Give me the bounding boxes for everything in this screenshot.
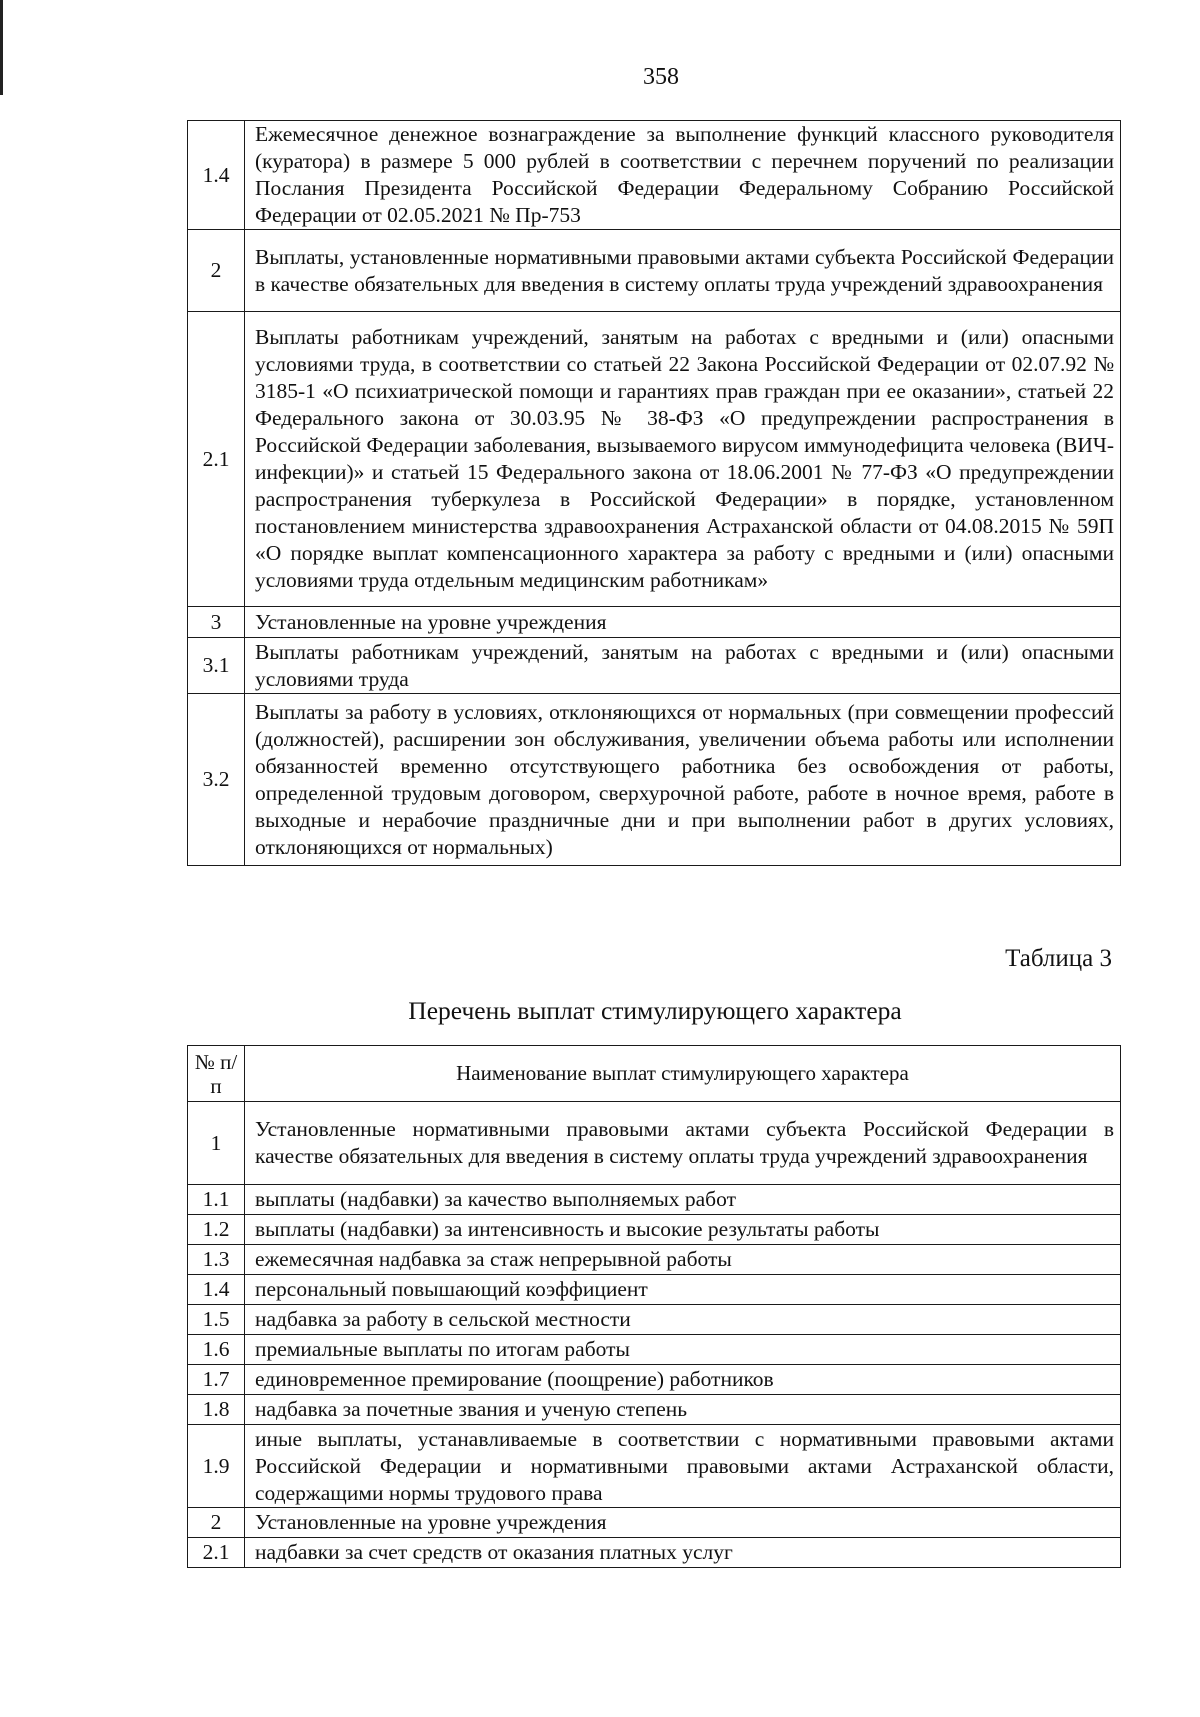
row-number: 1.9 bbox=[188, 1425, 245, 1508]
table-row bbox=[188, 1305, 1121, 1335]
header-number: № п/п bbox=[188, 1046, 245, 1102]
row-number: 2.1 bbox=[188, 1538, 245, 1568]
row-number: 1.7 bbox=[188, 1365, 245, 1395]
scan-edge-mark bbox=[0, 0, 3, 95]
row-number: 1 bbox=[188, 1102, 245, 1185]
row-number: 1.4 bbox=[188, 1275, 245, 1305]
row-text: Выплаты работникам учреждений, занятым на работах с вредными и (или) опасными условиями труда, в соответствии со статьей 22 Закона Российской Федерации от 02.07.92 № 3185-1 «О психиатрической помощи и гарантиях прав граждан при ее оказании», статьей 22 Федерального закона от 30.03.95 № 38-ФЗ «О предупреждении распространения в Российской Федерации заболевания, вызываемого вирусом иммунодефицита человека (ВИЧ-инфекции)» и статьей 15 Федерального закона от 18.06.2001 № 77-ФЗ «О предупреждении распространения туберкулеза в Российской Федерации» в порядке, установленном постановлением министерства здравоохранения Астраханской области от 04.08.2015 № 59П «О порядке выплат компенсационного характера за работу с вредными и (или) опасными условиями труда отдельным медицинским работникам» bbox=[245, 312, 1121, 607]
table-compensation-payments bbox=[187, 120, 1121, 866]
row-text: выплаты (надбавки) за качество выполняемых работ bbox=[245, 1185, 1121, 1215]
page-number: 358 bbox=[643, 64, 679, 90]
row-text: ежемесячная надбавка за стаж непрерывной работы bbox=[245, 1245, 1121, 1275]
row-text: надбавка за работу в сельской местности bbox=[245, 1305, 1121, 1335]
table-row bbox=[188, 1102, 1121, 1185]
table-row bbox=[188, 230, 1121, 312]
table-row bbox=[188, 1215, 1121, 1245]
table-header-row bbox=[188, 1046, 1121, 1102]
row-number: 1.3 bbox=[188, 1245, 245, 1275]
table-row bbox=[188, 1245, 1121, 1275]
row-number: 2 bbox=[188, 1508, 245, 1538]
table-row bbox=[188, 1508, 1121, 1538]
row-number: 1.2 bbox=[188, 1215, 245, 1245]
table-row bbox=[188, 1365, 1121, 1395]
row-number: 1.8 bbox=[188, 1395, 245, 1425]
row-number: 3.2 bbox=[188, 694, 245, 866]
row-text: иные выплаты, устанавливаемые в соответствии с нормативными правовыми актами Российской Федерации и нормативными правовыми актами Астраханской области, содержащими нормы трудового права bbox=[245, 1425, 1121, 1508]
table-row bbox=[188, 1425, 1121, 1508]
table-row bbox=[188, 638, 1121, 694]
row-text: выплаты (надбавки) за интенсивность и высокие результаты работы bbox=[245, 1215, 1121, 1245]
table-incentive-payments bbox=[187, 1045, 1121, 1568]
row-number: 1.4 bbox=[188, 121, 245, 230]
row-text: Установленные на уровне учреждения bbox=[245, 607, 1121, 638]
table-row bbox=[188, 1275, 1121, 1305]
table-row bbox=[188, 1335, 1121, 1365]
row-text: единовременное премирование (поощрение) работников bbox=[245, 1365, 1121, 1395]
row-text: премиальные выплаты по итогам работы bbox=[245, 1335, 1121, 1365]
table-row bbox=[188, 312, 1121, 607]
row-text: Выплаты за работу в условиях, отклоняющихся от нормальных (при совмещении профессий (должностей), расширении зон обслуживания, увеличении объема работы или исполнении обязанностей временно отсутствующего работника без освобождения от работы, определенной трудовым договором, сверхурочной работе, работе в ночное время, работе в выходные и нерабочие праздничные дни и при выполнении работ в других условиях, отклоняющихся от нормальных) bbox=[245, 694, 1121, 866]
table-row bbox=[188, 607, 1121, 638]
row-number: 1.6 bbox=[188, 1335, 245, 1365]
row-text: Установленные нормативными правовыми актами субъекта Российской Федерации в качестве обязательных для введения в систему оплаты труда учреждений здравоохранения bbox=[245, 1102, 1121, 1185]
row-number: 3 bbox=[188, 607, 245, 638]
table-row bbox=[188, 1538, 1121, 1568]
table-caption: Таблица 3 bbox=[1005, 945, 1112, 972]
row-number: 2 bbox=[188, 230, 245, 312]
row-text: персональный повышающий коэффициент bbox=[245, 1275, 1121, 1305]
row-text: Выплаты работникам учреждений, занятым на работах с вредными и (или) опасными условиями труда bbox=[245, 638, 1121, 694]
table-row bbox=[188, 121, 1121, 230]
table-title: Перечень выплат стимулирующего характера bbox=[408, 996, 902, 1025]
row-number: 1.5 bbox=[188, 1305, 245, 1335]
row-text: Ежемесячное денежное вознаграждение за выполнение функций классного руководителя (куратора) в размере 5 000 рублей в соответствии с перечнем поручений по реализации Послания Президента Российской Федерации Федеральному Собранию Российской Федерации от 02.05.2021 № Пр-753 bbox=[245, 121, 1121, 230]
table-row bbox=[188, 694, 1121, 866]
row-text: Выплаты, установленные нормативными правовыми актами субъекта Российской Федерации в качестве обязательных для введения в систему оплаты труда учреждений здравоохранения bbox=[245, 230, 1121, 312]
row-number: 3.1 bbox=[188, 638, 245, 694]
row-text: надбавка за почетные звания и ученую степень bbox=[245, 1395, 1121, 1425]
row-number: 2.1 bbox=[188, 312, 245, 607]
row-text: надбавки за счет средств от оказания платных услуг bbox=[245, 1538, 1121, 1568]
row-text: Установленные на уровне учреждения bbox=[245, 1508, 1121, 1538]
row-number: 1.1 bbox=[188, 1185, 245, 1215]
table-row bbox=[188, 1185, 1121, 1215]
table-row bbox=[188, 1395, 1121, 1425]
header-name: Наименование выплат стимулирующего характера bbox=[245, 1046, 1121, 1102]
